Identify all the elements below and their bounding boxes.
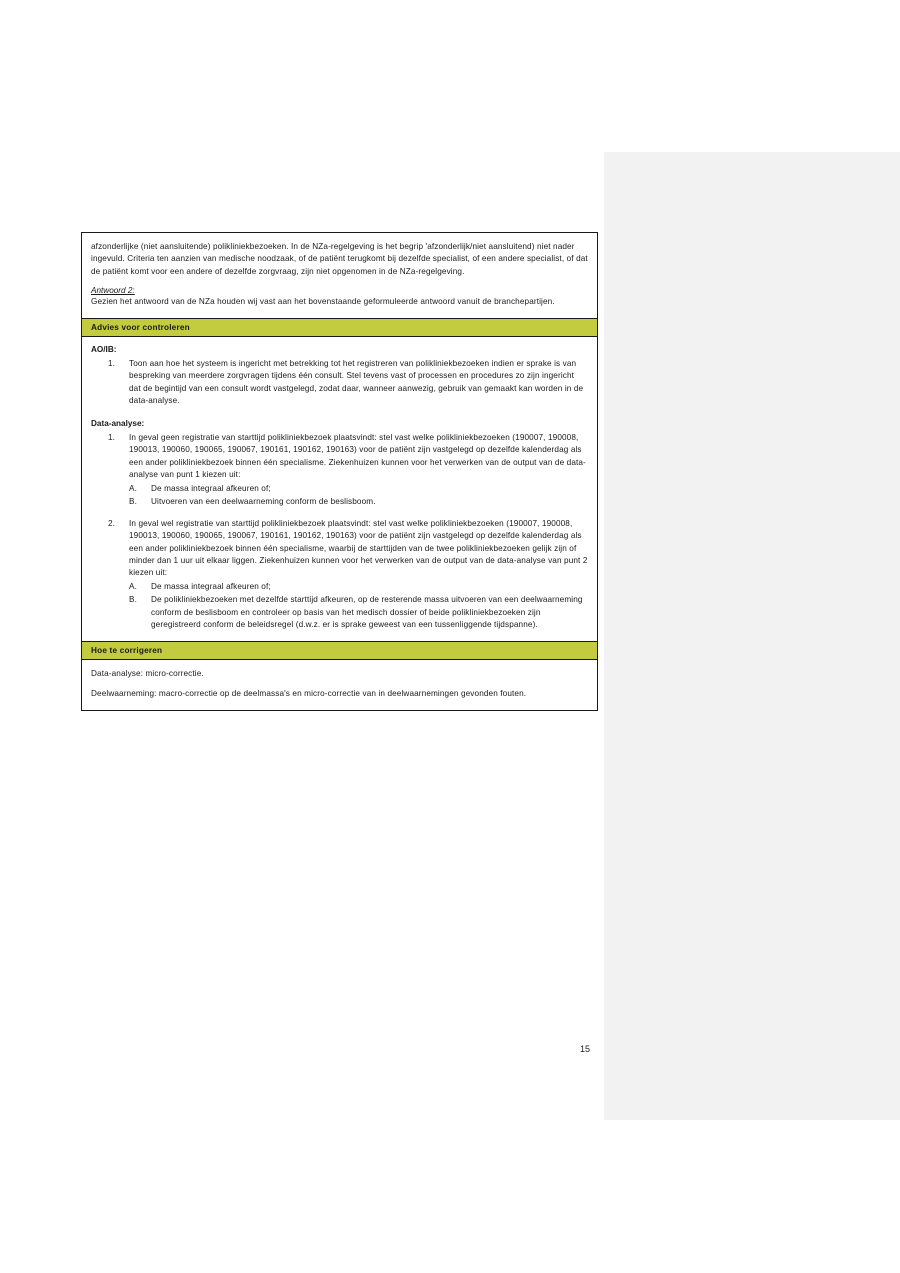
document-content: [81, 232, 598, 711]
aoib-label: AO/IB:: [91, 344, 117, 354]
list-item: [91, 518, 588, 632]
data-analysis-label: Data-analyse:: [91, 418, 145, 428]
advice-section-header: [81, 318, 598, 336]
correction-paragraph-2: Deelwaarneming: macro-correctie op de deelmassa's en micro-correctie van in deelwaarnemingen gevonden fouten.: [91, 689, 527, 699]
list-item-text: De massa integraal afkeuren of;: [151, 483, 271, 493]
list-item-letter: B.: [129, 497, 137, 507]
data-analysis-list: [91, 432, 588, 632]
intro-text-block: [81, 232, 598, 318]
correction-section-body: [81, 659, 598, 711]
list-item-text: Toon aan hoe het systeem is ingericht met betrekking tot het registreren van polikliniekbezoeken indien er sprake is van bespreking van meerdere zorgvragen tijdens één consult. Stel tevens vast of processen en procedures zo zijn ingericht dat de begintijd van een consult wordt vastgelegd, zodat daar, wanneer aanwezig, gebruik van gemaakt kan worden in de data-analyse.: [129, 358, 584, 406]
list-item-text: Uitvoeren van een deelwaarneming conform de beslisboom.: [151, 497, 376, 507]
list-item-number: 1.: [108, 358, 116, 368]
list-item: [129, 594, 588, 631]
list-item-letter: A.: [129, 581, 137, 591]
correction-section-title: Hoe te corrigeren: [91, 645, 163, 655]
list-item-text: De polikliniekbezoeken met dezelfde starttijd afkeuren, op de resterende massa uitvoeren van een deelwaarneming conform de beslisboom en controleer op basis van het medisch dossier of beide polikliniekbezoeken zijn geregistreerd conform de beleidsregel (d.w.z. er is sprake geweest van een tussenliggende tijdspanne).: [151, 595, 583, 630]
list-item-number: 1.: [108, 432, 116, 442]
advice-section-title: Advies voor controleren: [91, 322, 190, 332]
list-item-number: 2.: [108, 518, 116, 528]
intro-paragraph-1: afzonderlijke (niet aansluitende) polikliniekbezoeken. In de NZa-regelgeving is het begrip 'afzonderlijk/niet aansluitend) niet nader ingevuld. Criteria ten aanzien van medische noodzaak, of de patiënt terugkomt bij dezelfde specialist, of een andere specialist, of dat de patiënt komt voor een andere of dezelfde zorgvraag, zijn niet opgenomen in de NZa-regelgeving.: [91, 242, 588, 276]
page-side-band: [604, 152, 900, 1120]
list-item-letter: A.: [129, 483, 137, 493]
list-item: [91, 432, 588, 509]
list-item: [129, 496, 588, 508]
correction-paragraph-1: Data-analyse: micro-correctie.: [91, 668, 204, 678]
list-item-text: In geval wel registratie van starttijd polikliniekbezoek plaatsvindt: stel vast welke polikliniekbezoeken (190007, 190008, 190013, 190060, 190065, 190067, 190161, 190162, 190163) voor de patiënt zijn vastgelegd op dezelfde kalenderdag als een ander polikliniekbezoek binnen één specialisme, waarbij de starttijden van de twee polikliniekbezoeken gelijk zijn of minder dan 1 uur uit elkaar liggen. Ziekenhuizen kunnen voor het verwerken van de output van de data-analyse van punt 2 kiezen uit:: [129, 518, 588, 578]
intro-paragraph-2: Gezien het antwoord van de NZa houden wij vast aan het bovenstaande geformuleerde antwoord vanuit de branchepartijen.: [91, 297, 555, 307]
list-item: [129, 581, 588, 593]
page-number: 15: [580, 1044, 591, 1054]
answer-label: Antwoord 2:: [91, 286, 135, 296]
data-analysis-2-options: [129, 581, 588, 632]
list-item: [129, 483, 588, 495]
list-item-text: De massa integraal afkeuren of;: [151, 581, 271, 591]
aoib-list: [91, 358, 588, 408]
correction-section-header: [81, 641, 598, 659]
list-item: [91, 358, 588, 408]
list-item-letter: B.: [129, 595, 137, 605]
data-analysis-1-options: [129, 483, 588, 509]
list-item-text: In geval geen registratie van starttijd polikliniekbezoek plaatsvindt: stel vast welke polikliniekbezoeken (190007, 190008, 190013, 190060, 190065, 190067, 190161, 190162, 190163) voor de patiënt zijn vastgelegd op dezelfde kalenderdag als een ander polikliniekbezoek binnen één specialisme. Ziekenhuizen kunnen voor het verwerken van de output van de data-analyse van punt 1 kiezen uit:: [129, 432, 586, 480]
advice-section-body: [81, 336, 598, 641]
